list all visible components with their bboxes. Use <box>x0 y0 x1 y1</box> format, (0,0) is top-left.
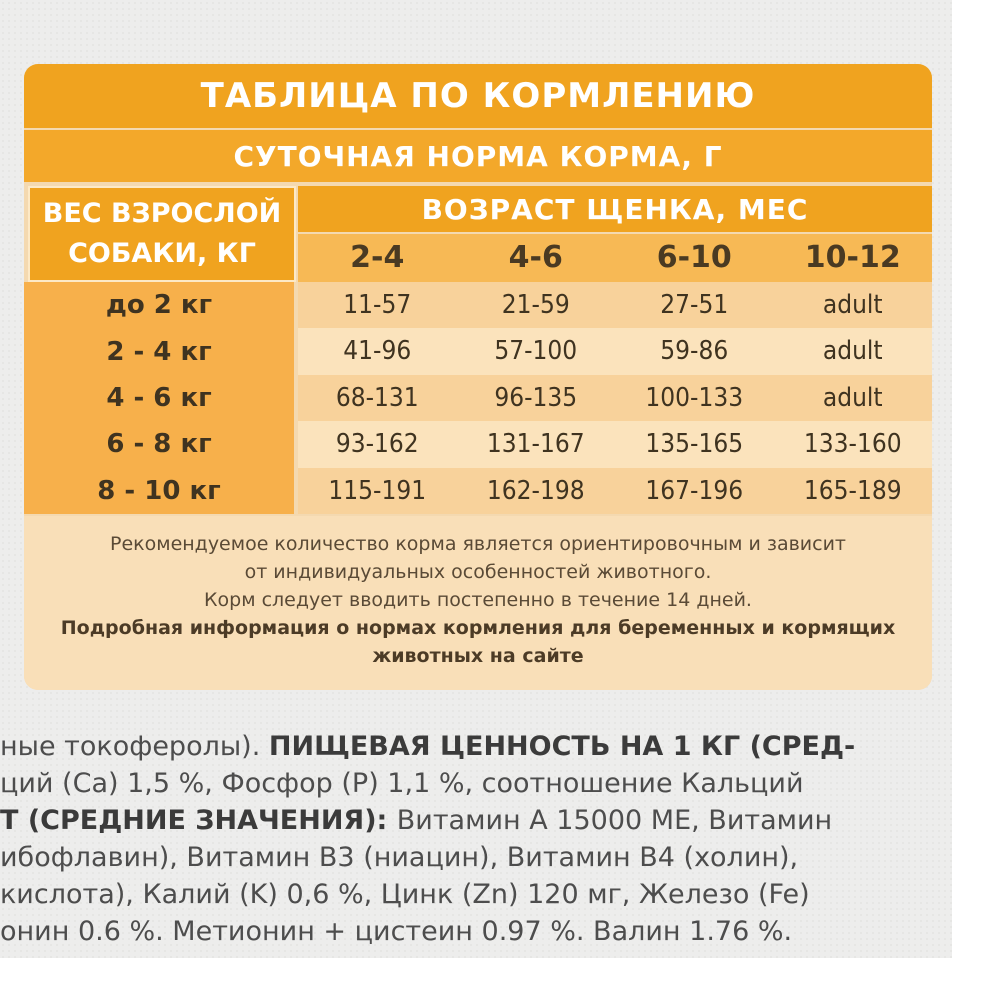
table-cell: 27-51 <box>660 290 729 320</box>
table-cell: 162-198 <box>486 475 585 506</box>
table-cell: 100-133 <box>645 382 744 413</box>
note-line: Рекомендуемое количество корма является ориентировочным и зависит <box>109 533 847 555</box>
portion-grid <box>298 282 932 514</box>
feeding-notes <box>24 516 932 690</box>
note-line: от индивидуальных особенностей животного. <box>244 561 712 583</box>
table-row <box>298 328 932 374</box>
table-cell: adult <box>822 382 883 413</box>
weight-labels <box>24 282 294 514</box>
table-cell: 167-196 <box>645 475 744 506</box>
age-columns <box>298 234 932 282</box>
table-cell: 41-96 <box>343 336 412 367</box>
note-bold-line: животных на сайте <box>372 645 584 667</box>
composition-line: кислота), Калий (K) 0,6 %, Цинк (Zn) 120 мг, Железо (Fe) <box>0 879 810 910</box>
age-column-header: ВОЗРАСТ ЩЕНКА, МЕС <box>298 186 932 232</box>
table-cell: adult <box>822 290 883 320</box>
table-cell: 115-191 <box>328 475 427 506</box>
note-bold-line: Подробная информация о нормах кормления для беременных и кормящих <box>60 617 896 639</box>
composition-text-part: Витамин А 15000 МЕ, Витамин <box>396 805 833 836</box>
vitamins-heading: Т (СРЕДНИЕ ЗНАЧЕНИЯ): <box>0 805 397 836</box>
table-cell: 133-160 <box>803 429 902 460</box>
age-column: 4-6 <box>508 240 563 275</box>
age-column: 10-12 <box>804 240 901 275</box>
composition-line: онин 0.6 %. Метионин + цистеин 0.97 %. Валин 1.76 %. <box>0 916 793 947</box>
age-column: 2-4 <box>350 240 405 275</box>
table-cell: 59-86 <box>660 336 729 367</box>
table-cell: 96-135 <box>494 382 578 413</box>
table-cell: 165-189 <box>803 475 902 506</box>
composition-text <box>0 728 952 950</box>
nutrition-heading: ПИЩЕВАЯ ЦЕННОСТЬ НА 1 КГ (СРЕД- <box>268 731 856 762</box>
table-row <box>298 375 932 421</box>
table-title: ТАБЛИЦА ПО КОРМЛЕНИЮ <box>24 64 932 128</box>
table-cell: 11-57 <box>343 290 412 320</box>
note-line: Корм следует вводить постепенно в течение 14 дней. <box>204 589 752 611</box>
composition-text-part: ные токоферолы). <box>0 731 269 762</box>
table-row <box>298 468 932 514</box>
composition-line <box>0 802 952 839</box>
weight-header-line2: СОБАКИ, КГ <box>68 238 256 269</box>
weight-column-header <box>28 186 296 282</box>
weight-label: до 2 кг <box>105 290 213 321</box>
composition-line: ций (Ca) 1,5 %, Фосфор (P) 1,1 %, соотношение Кальций <box>0 768 804 799</box>
table-cell: 135-165 <box>645 429 744 460</box>
weight-label: 2 - 4 кг <box>106 336 212 367</box>
table-subtitle: СУТОЧНАЯ НОРМА КОРМА, Г <box>24 130 932 182</box>
table-cell: 21-59 <box>501 290 570 320</box>
weight-label: 8 - 10 кг <box>97 475 221 506</box>
age-column: 6-10 <box>656 240 732 275</box>
table-cell: adult <box>822 336 883 367</box>
table-cell: 93-162 <box>335 429 419 460</box>
composition-line: ибофлавин), Витамин В3 (ниацин), Витамин В4 (холин), <box>0 842 799 873</box>
weight-label: 4 - 6 кг <box>106 382 212 413</box>
table-row <box>298 282 932 328</box>
feeding-table <box>24 64 932 690</box>
table-row <box>298 421 932 467</box>
table-cell: 57-100 <box>494 336 578 367</box>
weight-header-line1: ВЕС ВЗРОСЛОЙ <box>42 198 282 229</box>
composition-line <box>0 728 952 765</box>
weight-label: 6 - 8 кг <box>106 429 212 460</box>
table-cell: 68-131 <box>335 382 419 413</box>
table-cell: 131-167 <box>486 429 585 460</box>
